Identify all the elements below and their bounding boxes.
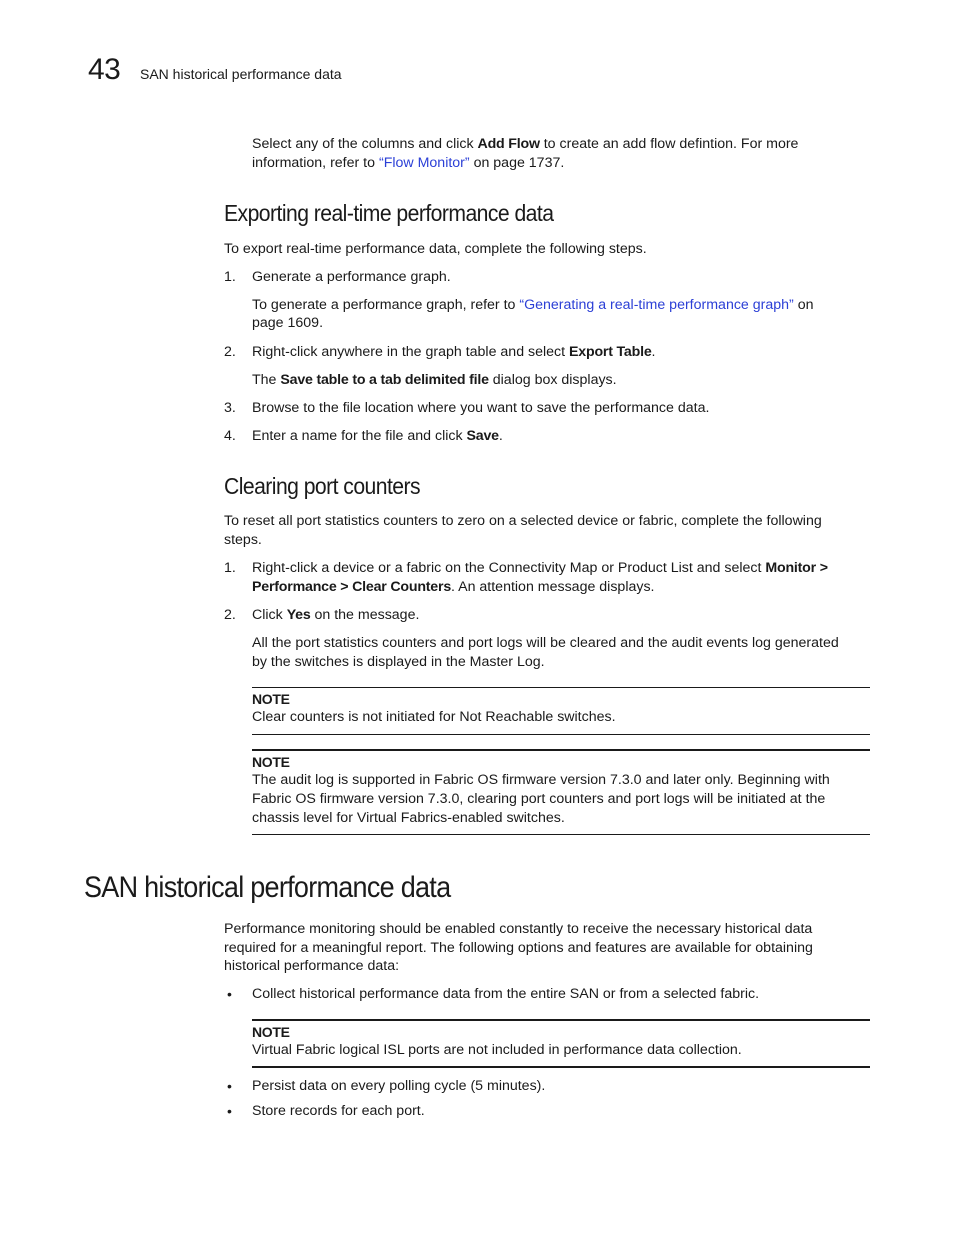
clear-step-2-sub-l1: All the port statistics counters and port logs will be cleared and the audit events log generated (252, 635, 839, 651)
export-heading: Exporting real-time performance data (224, 200, 554, 226)
step-number: 2. (224, 607, 236, 623)
export-table-term: Export Table (569, 344, 652, 360)
monitor-menu-term: Monitor > (765, 560, 828, 576)
note-box (252, 1019, 870, 1068)
step-number: 2. (224, 344, 236, 360)
export-step-2 (252, 343, 655, 362)
clear-heading: Clearing port counters (224, 473, 421, 499)
intro-text: information, refer to (252, 155, 379, 171)
note-text: Virtual Fabric logical ISL ports are not included in performance data collection. (252, 1042, 742, 1058)
step-text: . (651, 344, 656, 360)
yes-term: Yes (286, 607, 311, 623)
note-text-l2: Fabric OS firmware version 7.3.0, clearing port counters and port logs will be initiated at the (252, 791, 826, 807)
step-number: 4. (224, 428, 236, 444)
step-text: . An attention message displays. (451, 579, 655, 595)
export-step-1: Generate a performance graph. (252, 269, 451, 285)
clear-step-2 (252, 606, 419, 625)
step-text: on the message. (310, 607, 420, 623)
save-term: Save (466, 428, 499, 444)
san-bullet-2: Persist data on every polling cycle (5 minutes). (252, 1078, 546, 1094)
note-text: Clear counters is not initiated for Not Reachable switches. (252, 709, 616, 725)
export-step-1-sub (252, 296, 814, 315)
note-top-rule (252, 687, 870, 688)
export-step-1-sub-l2: page 1609. (252, 315, 324, 331)
export-step-4 (252, 427, 503, 446)
san-intro-l2: required for a meaningful report. The following options and features are available for obtaining (224, 940, 813, 956)
clear-intro-l2: steps. (224, 532, 262, 548)
clear-step-1-l1 (252, 559, 828, 578)
note-box (252, 749, 870, 835)
step-text: Click (252, 607, 287, 623)
note-top-rule (252, 1019, 870, 1021)
save-dialog-term: Save table to a tab delimited file (280, 372, 489, 388)
clear-step-2-sub-l2: by the switches is displayed in the Master Log. (252, 654, 545, 670)
intro-text: Select any of the columns and click (252, 136, 478, 152)
note-box (252, 687, 870, 735)
san-bullet-3: Store records for each port. (252, 1103, 425, 1119)
flow-monitor-link[interactable]: “Flow Monitor” (378, 155, 470, 171)
running-title: SAN historical performance data (140, 66, 342, 82)
bullet-marker: • (227, 1078, 232, 1094)
bullet-marker: • (227, 986, 232, 1002)
step-number: 3. (224, 400, 236, 416)
step-number: 1. (224, 269, 236, 285)
step-text: Right-click a device or a fabric on the Connectivity Map or Product List and select (252, 560, 766, 576)
bullet-marker: • (227, 1103, 232, 1119)
san-intro-l3: historical performance data: (224, 958, 400, 974)
note-bottom-rule (252, 834, 870, 835)
sub-text: on (793, 297, 814, 313)
generating-graph-link[interactable]: “Generating a real-time performance graph” (519, 297, 794, 313)
export-step-2-sub (252, 371, 617, 390)
note-text-l3: chassis level for Virtual Fabrics-enabled switches. (252, 810, 565, 826)
san-intro-l1: Performance monitoring should be enabled constantly to receive the necessary historical data (224, 921, 813, 937)
san-bullet-1: Collect historical performance data from the entire SAN or from a selected fabric. (252, 986, 760, 1002)
intro-text: on page 1737. (469, 155, 565, 171)
clear-step-1-l2 (252, 578, 655, 597)
intro-text: to create an add flow defintion. For more (539, 136, 799, 152)
note-top-rule (252, 749, 870, 751)
note-bottom-rule (252, 734, 870, 735)
clear-counters-term: Performance > Clear Counters (252, 579, 452, 595)
sub-text: To generate a performance graph, refer to (252, 297, 520, 313)
intro-line-2 (252, 154, 564, 173)
note-label: NOTE (252, 1024, 290, 1040)
step-number: 1. (224, 560, 236, 576)
note-label: NOTE (252, 754, 290, 770)
note-bottom-rule (252, 1066, 870, 1068)
export-step-3: Browse to the file location where you want to save the performance data. (252, 400, 710, 416)
step-text: Right-click anywhere in the graph table and select (252, 344, 570, 360)
step-text: Enter a name for the file and click (252, 428, 467, 444)
clear-intro-l1: To reset all port statistics counters to zero on a selected device or fabric, complete the following (224, 513, 822, 529)
san-heading: SAN historical performance data (84, 871, 451, 904)
intro-line-1 (252, 135, 798, 154)
add-flow-term: Add Flow (477, 136, 540, 152)
step-text: . (498, 428, 503, 444)
sub-text: The (252, 372, 281, 388)
sub-text: dialog box displays. (488, 372, 617, 388)
note-label: NOTE (252, 691, 290, 707)
note-text-l1: The audit log is supported in Fabric OS firmware version 7.3.0 and later only. Beginning with (252, 772, 830, 788)
chapter-number: 43 (88, 53, 121, 86)
export-intro: To export real-time performance data, complete the following steps. (224, 241, 647, 257)
